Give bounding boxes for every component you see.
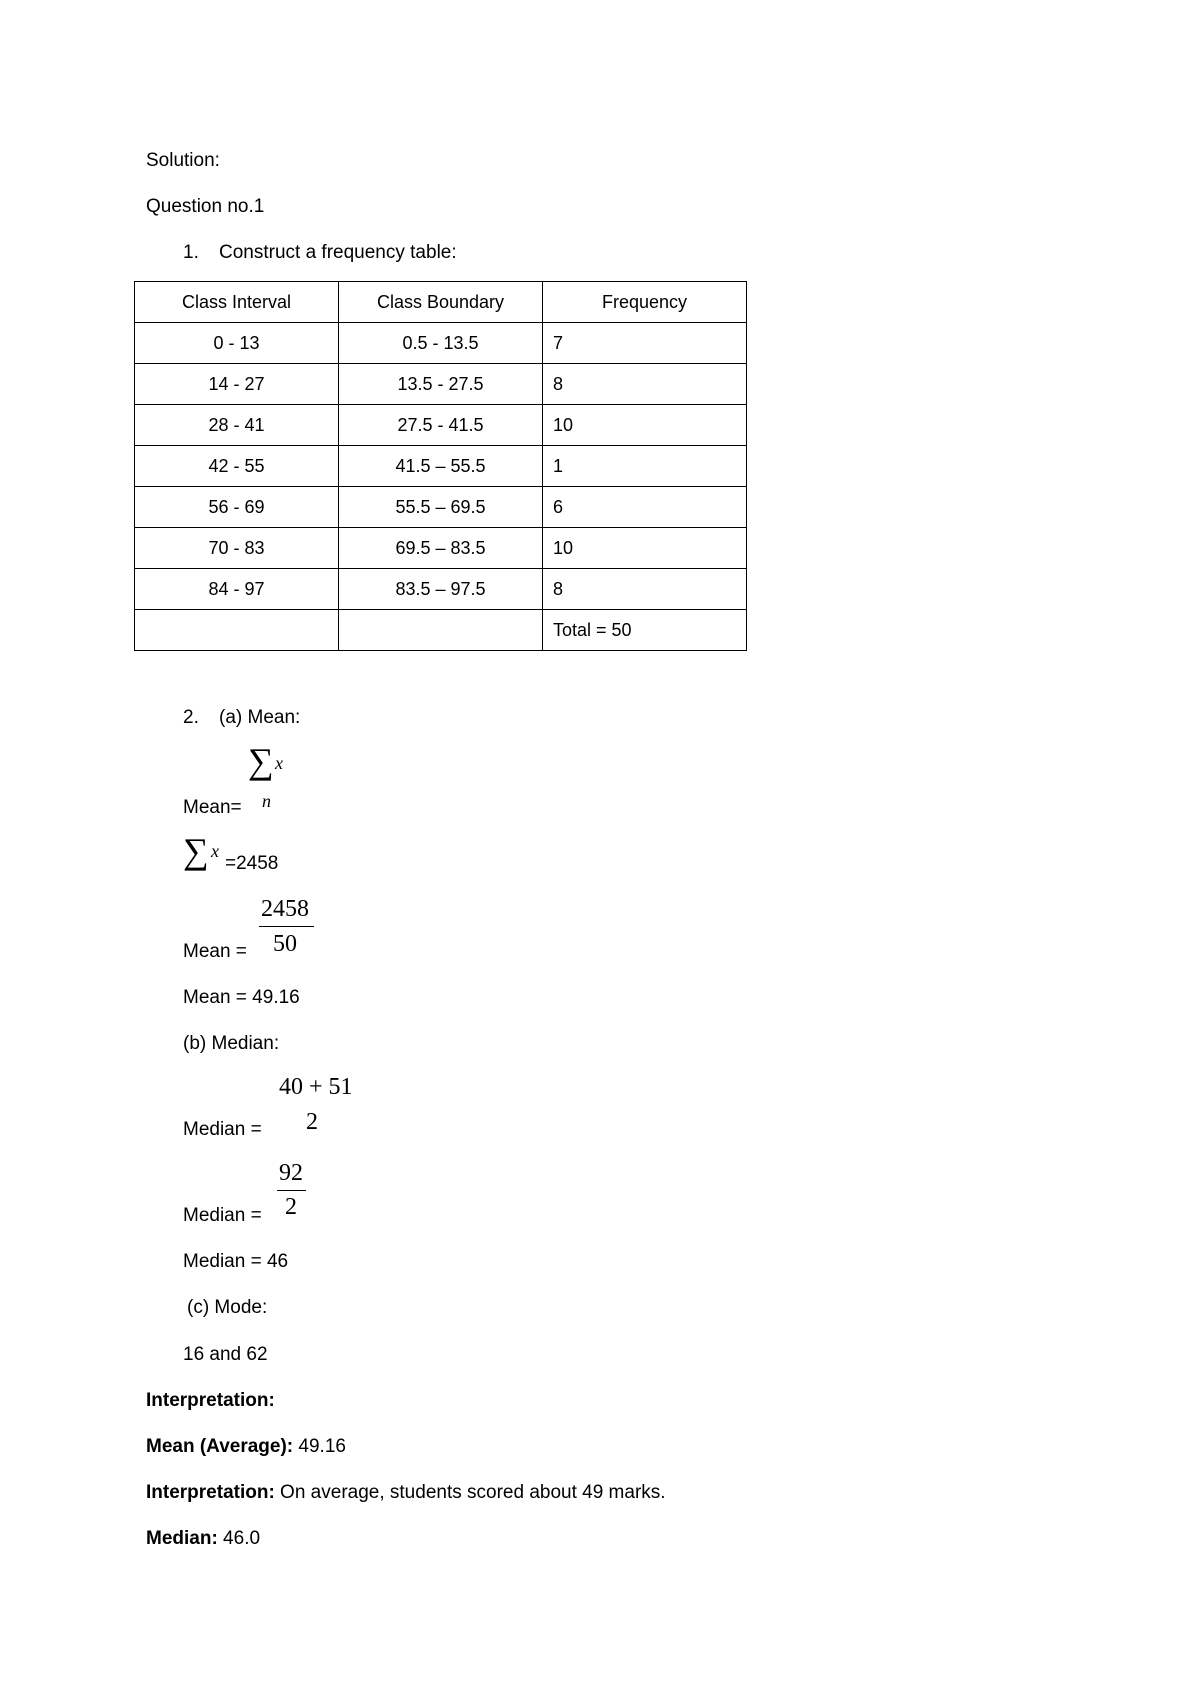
question-heading: Question no.1: [146, 196, 265, 217]
mean-average-line: [146, 1436, 346, 1458]
interpretation-heading: Interpretation:: [146, 1390, 275, 1411]
class-boundary-cell: 41.5 – 55.5: [339, 446, 543, 487]
table-row: [135, 323, 747, 364]
mean-formula-label: Mean=: [183, 797, 242, 818]
fraction-bar: [259, 926, 314, 927]
class-interval-cell: 84 - 97: [135, 569, 339, 610]
sigma-symbol: ∑: [183, 831, 209, 871]
mean-result: Mean = 49.16: [183, 987, 300, 1008]
interpretation-text: On average, students scored about 49 marks.: [274, 1482, 666, 1503]
interpretation-mean-line: [146, 1482, 666, 1504]
frequency-cell: 7: [543, 323, 747, 364]
class-interval-cell: 42 - 55: [135, 446, 339, 487]
step2-number: 2.: [183, 707, 199, 728]
class-interval-cell: 70 - 83: [135, 528, 339, 569]
sigma-symbol: ∑: [248, 741, 274, 781]
table-row: [135, 528, 747, 569]
class-boundary-cell: 69.5 – 83.5: [339, 528, 543, 569]
variable-x: x: [211, 841, 219, 861]
median-calc-label: Median =: [183, 1205, 262, 1226]
header-class-boundary: Class Boundary: [339, 282, 543, 323]
class-interval-cell: [135, 610, 339, 651]
table-row: [135, 405, 747, 446]
median-formula-label: Median =: [183, 1119, 262, 1140]
frequency-total-cell: Total = 50: [543, 610, 747, 651]
median-calc-numerator: 92: [279, 1160, 303, 1186]
class-boundary-cell: 0.5 - 13.5: [339, 323, 543, 364]
median-label: Median:: [146, 1528, 218, 1549]
table-total-row: [135, 610, 747, 651]
variable-n: n: [262, 791, 271, 811]
mean-average-value: 49.16: [293, 1436, 346, 1457]
frequency-cell: 8: [543, 569, 747, 610]
frequency-cell: 10: [543, 528, 747, 569]
mean-calc-label: Mean =: [183, 941, 247, 962]
sum-x-value: =2458: [225, 853, 279, 874]
class-boundary-cell: 13.5 - 27.5: [339, 364, 543, 405]
median-numerator: 40 + 51: [279, 1074, 353, 1100]
table-row: [135, 569, 747, 610]
class-interval-cell: 28 - 41: [135, 405, 339, 446]
mode-heading: (c) Mode:: [187, 1297, 268, 1318]
median-denominator: 2: [306, 1109, 318, 1135]
median-heading: (b) Median:: [183, 1033, 280, 1054]
frequency-cell: 6: [543, 487, 747, 528]
table-row: [135, 446, 747, 487]
table-header-row: [135, 282, 747, 323]
frequency-cell: 1: [543, 446, 747, 487]
mean-numerator: 2458: [261, 896, 309, 922]
header-frequency: Frequency: [543, 282, 747, 323]
median-value: 46.0: [217, 1528, 261, 1549]
median-result: Median = 46: [183, 1251, 289, 1272]
median-line: [146, 1528, 260, 1550]
mean-denominator: 50: [273, 931, 297, 957]
frequency-cell: 8: [543, 364, 747, 405]
class-boundary-cell: 83.5 – 97.5: [339, 569, 543, 610]
frequency-cell: 10: [543, 405, 747, 446]
frequency-table: [134, 281, 747, 651]
class-boundary-cell: 55.5 – 69.5: [339, 487, 543, 528]
interpretation-label: Interpretation:: [146, 1482, 275, 1503]
mean-average-label: Mean (Average):: [146, 1436, 294, 1457]
class-interval-cell: 56 - 69: [135, 487, 339, 528]
class-boundary-cell: [339, 610, 543, 651]
table-row: [135, 364, 747, 405]
fraction-bar: [277, 1190, 306, 1191]
mode-value: 16 and 62: [183, 1344, 268, 1365]
class-interval-cell: 0 - 13: [135, 323, 339, 364]
solution-heading: Solution:: [146, 150, 220, 171]
variable-x: x: [275, 753, 283, 773]
table-row: [135, 487, 747, 528]
header-class-interval: Class Interval: [135, 282, 339, 323]
step1-number: 1.: [183, 242, 199, 263]
median-calc-denominator: 2: [285, 1194, 297, 1220]
step1-text: Construct a frequency table:: [219, 242, 457, 263]
step2-text: (a) Mean:: [219, 707, 301, 728]
class-interval-cell: 14 - 27: [135, 364, 339, 405]
class-boundary-cell: 27.5 - 41.5: [339, 405, 543, 446]
